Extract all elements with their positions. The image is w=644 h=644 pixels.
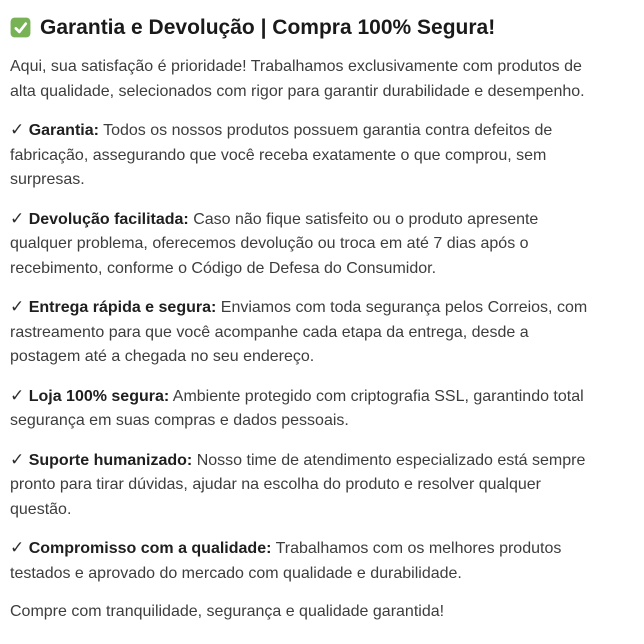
item-text: Ambiente protegido com criptografia SSL, garantindo total segurança em suas compras e dados pessoais. (10, 387, 584, 429)
item-label: Loja 100% segura: (28, 387, 170, 405)
section-title (10, 13, 610, 42)
item-label: Suporte humanizado: (28, 451, 193, 469)
list-item-entrega (10, 295, 588, 370)
closing-line: Compre com tranquilidade, segurança e qualidade garantida! (10, 603, 445, 620)
item-text: Trabalhamos com os melhores produtos testados e aprovado do mercado com qualidade e durabilidade. (10, 540, 562, 582)
list-item-garantia (10, 118, 588, 193)
check-icon: ✓ (10, 449, 25, 470)
list-item-compromisso (10, 536, 588, 586)
check-icon: ✓ (10, 385, 25, 406)
list-item-devolucao (10, 207, 588, 282)
list-item-suporte (10, 448, 588, 523)
item-label: Garantia: (28, 122, 99, 139)
section-title-text: Garantia e Devolução | Compra 100% Segura! (40, 16, 496, 39)
check-icon: ✓ (10, 538, 25, 558)
green-check-emoji-icon (10, 17, 31, 38)
item-text: Nosso time de atendimento especializado está sempre pronto para tirar dúvidas, ajudar na escolha do produto e resolver qualquer questão. (10, 451, 586, 518)
item-text: Caso não fique satisfeito ou o produto apresente qualquer problema, oferecemos devolução ou troca em até 7 dias após o recebimento, conforme o Código de Defesa do Consumidor. (10, 210, 539, 277)
item-text: Enviamos com toda segurança pelos Correios, com rastreamento para que você acompanhe cada etapa da entrega, desde a postagem até a chegada no seu endereço. (10, 299, 588, 365)
check-icon: ✓ (10, 297, 25, 317)
check-icon: ✓ (10, 208, 25, 229)
list-item-loja-segura (10, 384, 588, 434)
intro-paragraph: Aqui, sua satisfação é prioridade! Trabalhamos exclusivamente com produtos de alta qualidade, selecionados com rigor para garantir durabilidade e desempenho. (10, 58, 585, 100)
check-icon: ✓ (10, 120, 25, 140)
item-text: Todos os nossos produtos possuem garantia contra defeitos de fabricação, assegurando que você receba exatamente o que comprou, sem surpresas. (10, 122, 553, 188)
item-label: Compromisso com a qualidade: (28, 540, 272, 557)
item-label: Devolução facilitada: (28, 210, 189, 228)
item-label: Entrega rápida e segura: (28, 299, 217, 316)
